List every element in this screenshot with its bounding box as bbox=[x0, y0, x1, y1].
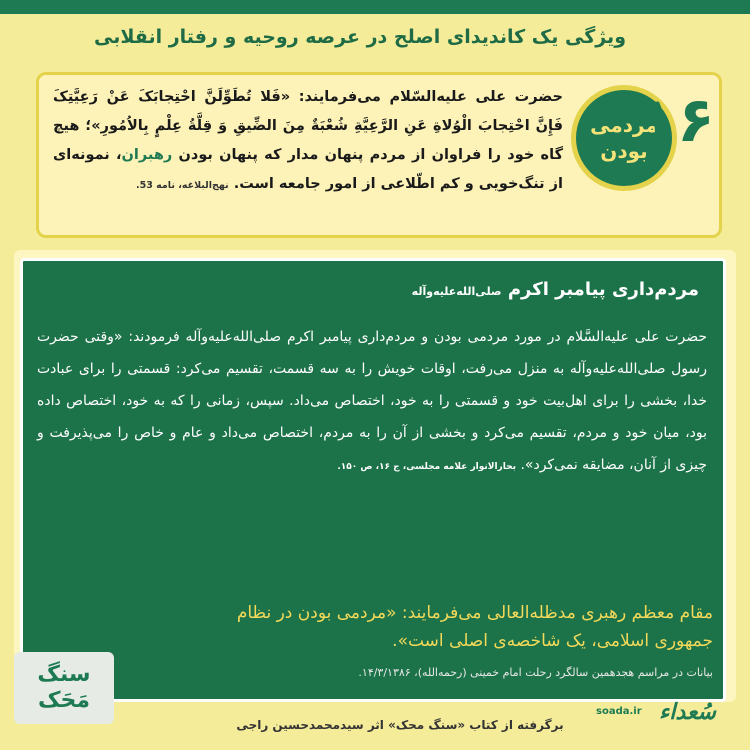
hadith-text bbox=[53, 83, 563, 200]
page-heading: ویژگی یک کاندیدای اصلح در عرصه روحیه و رفتار انقلابی bbox=[93, 26, 627, 48]
section-title-salutation: صلی‌الله‌علیه‌وآله bbox=[411, 285, 502, 298]
section-title-main: مردم‌داری پیامبر اکرم bbox=[507, 279, 699, 300]
badge-line2: بودن bbox=[600, 139, 648, 163]
site-logo bbox=[596, 700, 716, 740]
section-body bbox=[37, 321, 707, 483]
hadith-highlight: رهبران bbox=[121, 147, 173, 163]
section-title bbox=[412, 279, 699, 300]
hadith-end: ، نمونه‌ای از تنگ‌خویی و کم اطّلاعی از امور جامعه است. bbox=[53, 147, 563, 192]
footer-credit: برگرفته از کتاب «سنگ محک» اثر سیدمحمدحسین راجی bbox=[236, 718, 564, 732]
badge-number: ۱۶ bbox=[639, 83, 715, 156]
quote-source: بیانات در مراسم هجدهمین سالگرد رحلت امام خمینی (رحمه‌الله)، ۱۴/۳/۱۳۸۶. bbox=[358, 666, 713, 679]
hadith-reference: نهج‌البلاغه، نامه 53. bbox=[135, 180, 229, 191]
site-url: soada.ir bbox=[596, 706, 642, 717]
leader-quote: مقام معظم رهبری مدظله‌العالی می‌فرمایند: «مردمی بودن در نظام جمهوری اسلامی، یک شاخصه‌ی اصلی است». bbox=[236, 603, 713, 651]
site-logo-script: سُعداء bbox=[658, 700, 716, 725]
book-logo bbox=[14, 652, 114, 724]
top-band bbox=[0, 0, 750, 14]
book-logo-line2: مَحَک bbox=[38, 688, 91, 713]
hadith-intro: حضرت علی علیه‌السّلام می‌فرمایند: «فَلا تُطَوِّلَنَّ احْتِجابَکَ عَنْ رَعِیَّتِکَ فَإِنَّ احْتِجابَ الْوُلاةِ عَنِ الرَّعِیَّةِ شُعْبَةٌ مِنَ الضِّیقِ وَ قِلَّةُ عِلْمٍ بِالاُمُورِ»؛ هیچ گاه خود را فراوان از مردم پنهان مدار که پنهان بودن bbox=[53, 89, 563, 163]
body-text: حضرت علی علیه‌السَّلام در مورد مردمی بودن و مردم‌داری پیامبر اکرم صلی‌الله‌علیه‌وآله فرمودند: «وقتی حضرت رسول صلی‌الله‌علیه‌وآله به منزل می‌رفت، اوقات خویش را به سه قسمت، تقسیم می‌کرد: قسمتی را برای عبادت خدا، بخشی را برای اهل‌بیت خود و قسمتی را به خود، اختصاص می‌داد. سپس، زمانی را که به خود، اختصاص داده بود، میان خود و مردم، تقسیم می‌کرد و بخشی از آن را به مردم، اختصاص می‌داد و عام و خاص را می‌پذیرفت و چیزی از آنان، مضایقه نمی‌کرد». bbox=[37, 329, 707, 473]
badge-line1: مردمی bbox=[590, 113, 658, 137]
book-logo-line1: سنگ bbox=[37, 662, 91, 687]
body-reference: بحارالانوار علامه مجلسی، ج ۱۶، ص ۱۵۰. bbox=[337, 462, 516, 472]
content-box bbox=[20, 258, 726, 702]
